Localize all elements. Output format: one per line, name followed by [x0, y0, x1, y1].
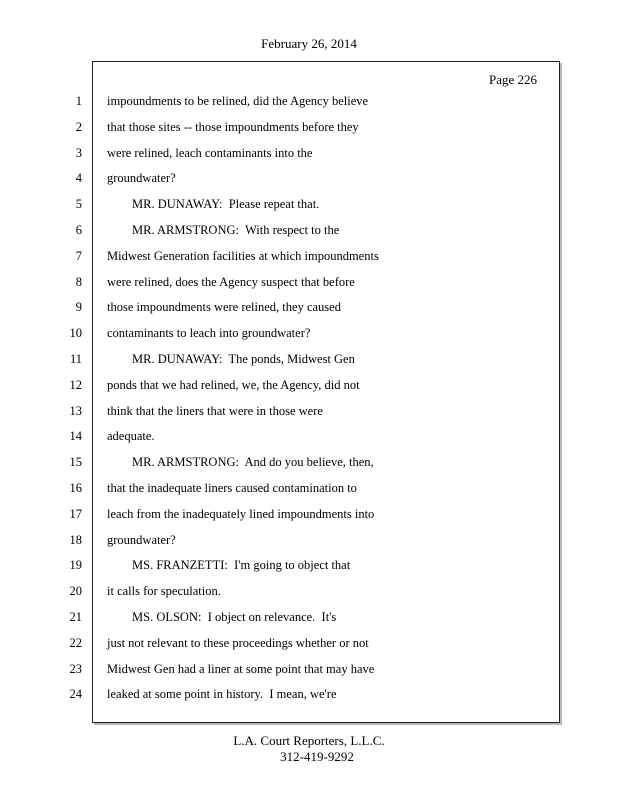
line-number: 9 [75, 300, 82, 314]
line-text: Midwest Generation facilities at which impoundments [107, 249, 379, 263]
line-number: 11 [69, 352, 82, 366]
line-text: leach from the inadequately lined impoundments into [107, 507, 375, 521]
line-number: 13 [69, 404, 82, 418]
line-text: were relined, does the Agency suspect that before [107, 275, 355, 289]
line-text: leaked at some point in history. I mean, we're [107, 687, 337, 701]
line-number: 12 [69, 378, 82, 392]
line-text: MR. ARMSTRONG: And do you believe, then, [107, 455, 374, 469]
line-number: 22 [69, 636, 82, 650]
line-number: 10 [69, 326, 82, 340]
page-number: Page 226 [488, 72, 537, 87]
line-text: just not relevant to these proceedings whether or not [107, 636, 369, 650]
line-text: contaminants to leach into groundwater? [107, 326, 311, 340]
line-text: MR. ARMSTRONG: With respect to the [107, 223, 340, 237]
line-text: it calls for speculation. [107, 584, 221, 598]
line-text: adequate. [107, 429, 155, 443]
line-text: groundwater? [107, 533, 176, 547]
line-number: 24 [69, 687, 82, 701]
line-text: Midwest Gen had a liner at some point that may have [107, 662, 375, 676]
header-date: February 26, 2014 [261, 36, 357, 51]
line-text: those impoundments were relined, they caused [107, 300, 341, 314]
line-number: 1 [75, 94, 82, 108]
line-number: 15 [69, 455, 82, 469]
line-number: 7 [75, 249, 82, 263]
line-text: were relined, leach contaminants into the [107, 146, 313, 160]
line-number: 3 [75, 146, 82, 160]
line-number: 18 [69, 533, 82, 547]
line-number: 14 [69, 429, 82, 443]
line-number: 20 [69, 584, 82, 598]
footer-company: L.A. Court Reporters, L.L.C. [233, 733, 385, 748]
line-number: 23 [69, 662, 82, 676]
line-number: 2 [75, 120, 82, 134]
line-text: MR. DUNAWAY: The ponds, Midwest Gen [107, 352, 355, 366]
line-text: MR. DUNAWAY: Please repeat that. [107, 197, 320, 211]
line-text: think that the liners that were in those were [107, 404, 323, 418]
line-text: that the inadequate liners caused contamination to [107, 481, 357, 495]
line-text: impoundments to be relined, did the Agency believe [107, 94, 369, 108]
line-number: 6 [75, 223, 82, 237]
line-number: 5 [75, 197, 82, 211]
line-number: 17 [69, 507, 82, 521]
line-text: that those sites -- those impoundments before they [107, 120, 359, 134]
line-text: MS. FRANZETTI: I'm going to object that [107, 558, 351, 572]
footer-phone: 312-419-9292 [280, 749, 354, 764]
line-text: groundwater? [107, 171, 176, 185]
line-number: 16 [69, 481, 82, 495]
line-text: ponds that we had relined, we, the Agency, did not [107, 378, 360, 392]
line-number: 19 [69, 558, 82, 572]
line-number: 4 [75, 171, 82, 185]
line-number: 21 [69, 610, 82, 624]
line-number: 8 [75, 275, 82, 289]
line-text: MS. OLSON: I object on relevance. It's [107, 610, 337, 624]
